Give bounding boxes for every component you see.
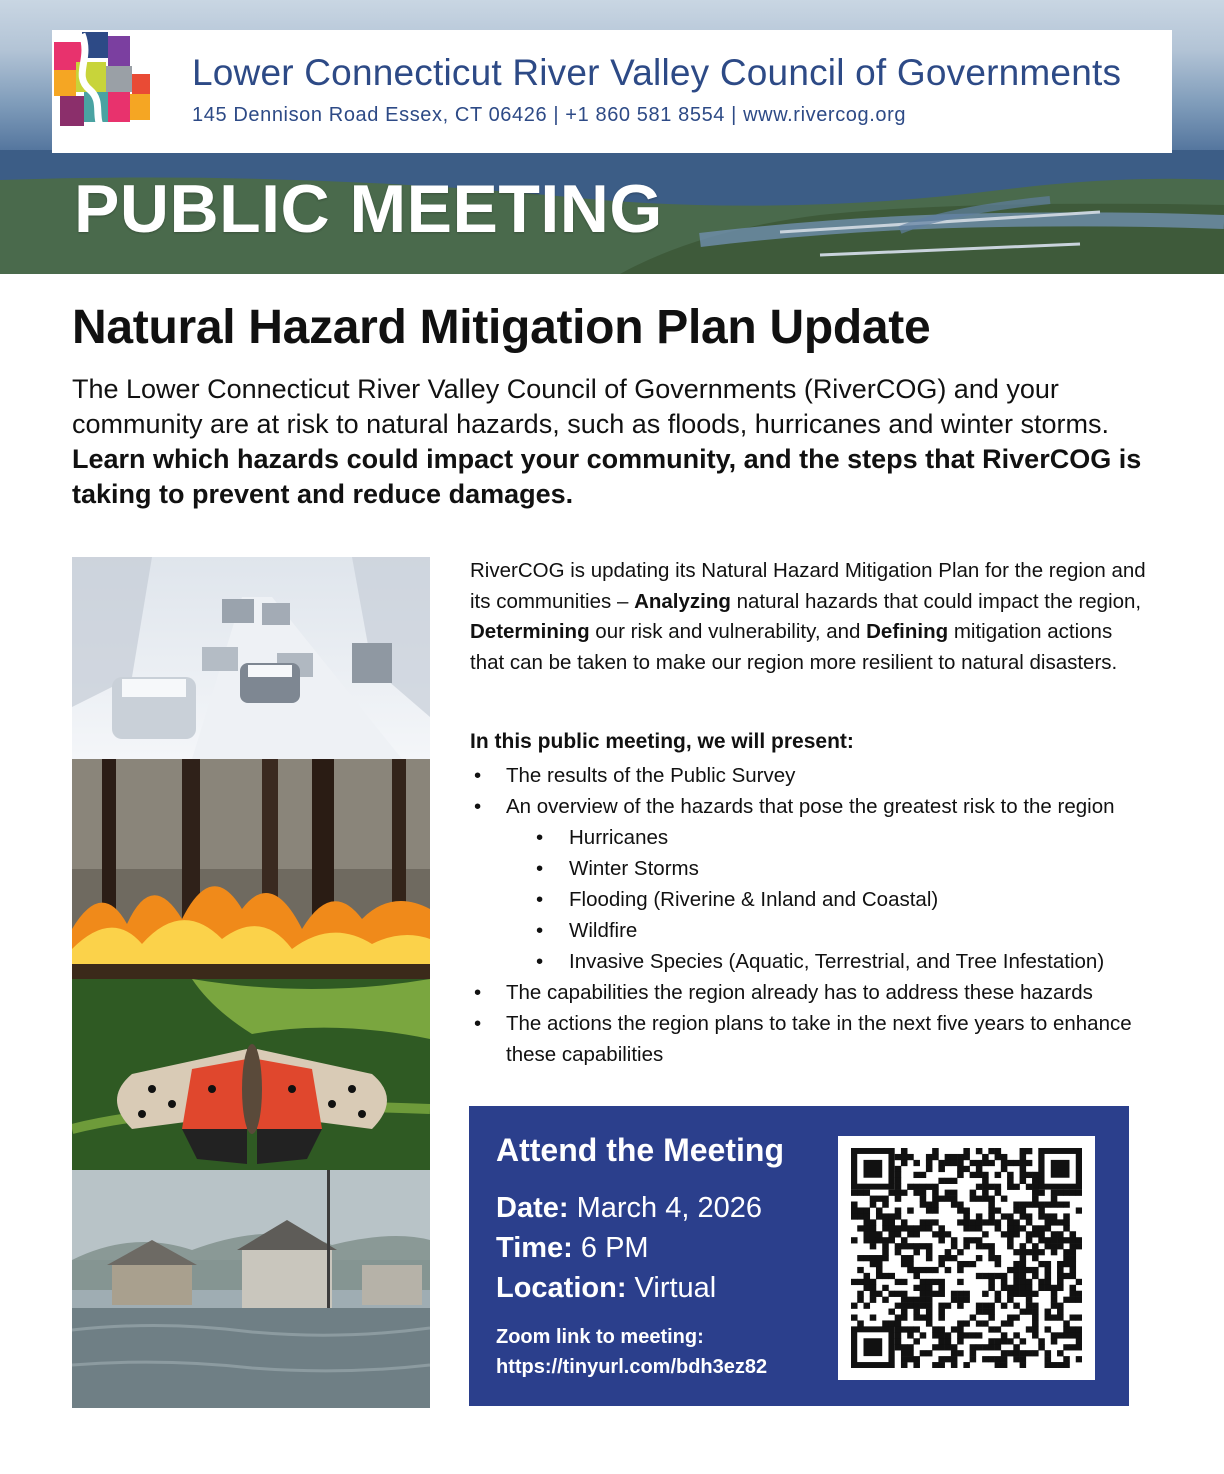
hazard-item: • Invasive Species (Aquatic, Terrestrial, and Tree Infestation) xyxy=(470,946,1170,977)
hazard-item: • Hurricanes xyxy=(470,822,1170,853)
present-heading: In this public meeting, we will present: xyxy=(470,730,854,753)
meeting-title: Attend the Meeting xyxy=(496,1132,784,1168)
org-name: Lower Connecticut River Valley Council of Governments xyxy=(192,52,1122,93)
meeting-info-box xyxy=(469,1106,1129,1406)
plan-description xyxy=(470,556,1150,678)
zoom-info xyxy=(496,1322,767,1382)
meeting-time xyxy=(496,1232,649,1265)
header-card xyxy=(52,30,1172,153)
time-label: Time: xyxy=(496,1232,573,1264)
zoom-link[interactable]: https://tinyurl.com/bdh3ez82 xyxy=(496,1356,768,1378)
spotted-lanternfly-photo xyxy=(72,979,430,1170)
plan-text-1: RiverCOG is updating its Natural Hazard Mitigation Plan for the region and its communities – xyxy=(470,559,1146,613)
rivercog-logo-icon xyxy=(52,30,152,134)
intro-text: The Lower Connecticut River Valley Council of Governments (RiverCOG) and your community are at risk to natural hazards, such as floods, hurricanes and winter storms. xyxy=(72,374,1109,439)
keyword-defining: Defining xyxy=(866,620,949,643)
list-item: • An overview of the hazards that pose the greatest risk to the region xyxy=(470,791,1170,822)
keyword-analyzing: Analyzing xyxy=(634,589,731,613)
qr-code-icon[interactable] xyxy=(851,1148,1082,1368)
hazard-item: • Wildfire xyxy=(470,915,1170,946)
banner-title: PUBLIC MEETING xyxy=(74,171,663,247)
coastal-flooding-photo xyxy=(72,1170,430,1408)
list-item: • The capabilities the region already has to address these hazards xyxy=(470,977,1170,1008)
plan-text-2: natural hazards that could impact the region, xyxy=(730,589,1142,613)
date-label: Date: xyxy=(496,1192,569,1224)
meeting-location xyxy=(496,1272,716,1305)
page-headline: Natural Hazard Mitigation Plan Update xyxy=(72,301,931,354)
plan-text-3: our risk and vulnerability, and xyxy=(589,620,867,643)
list-item: • The results of the Public Survey xyxy=(470,760,1170,791)
hazard-item: • Winter Storms xyxy=(470,853,1170,884)
agenda-list xyxy=(470,760,1170,1070)
org-contact-line: 145 Dennison Road Essex, CT 06426 | +1 860 581 8554 | www.rivercog.org xyxy=(192,104,907,126)
keyword-determining: Determining xyxy=(470,620,590,643)
date-value: March 4, 2026 xyxy=(568,1192,762,1224)
hazard-item: • Flooding (Riverine & Inland and Coastal) xyxy=(470,884,1170,915)
location-label: Location: xyxy=(496,1272,627,1304)
banner xyxy=(0,0,1224,274)
wildfire-photo xyxy=(72,759,430,979)
zoom-label: Zoom link to meeting: xyxy=(496,1326,704,1348)
intro-emphasis: Learn which hazards could impact your community, and the steps that RiverCOG is taking to prevent and reduce damages. xyxy=(72,444,1142,509)
intro-paragraph xyxy=(72,372,1152,512)
meeting-date xyxy=(496,1192,762,1225)
qr-card xyxy=(838,1136,1095,1380)
winter-storm-photo xyxy=(72,557,430,759)
location-value: Virtual xyxy=(626,1272,717,1304)
time-value: 6 PM xyxy=(572,1232,649,1264)
list-item: • The actions the region plans to take in the next five years to enhance these capabilities xyxy=(470,1008,1170,1070)
plan-text-4: mitigation actions that can be taken to make our region more resilient to natural disasters. xyxy=(470,620,1118,674)
